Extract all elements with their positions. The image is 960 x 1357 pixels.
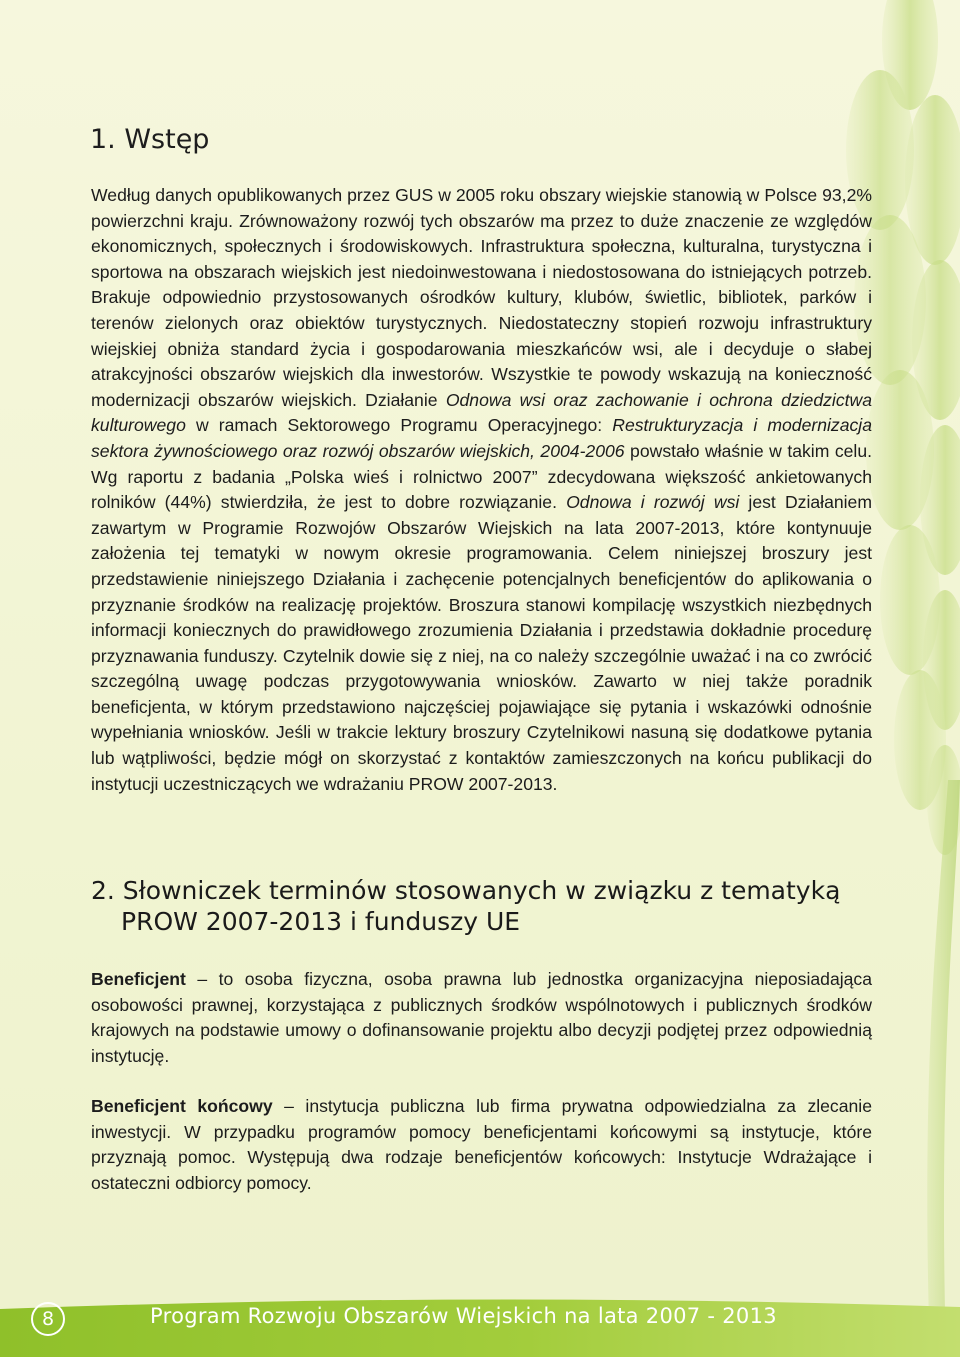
section-2-heading-line1: 2. Słowniczek terminów stosowanych w związku z tematyką	[91, 876, 841, 905]
definition-term: Beneficjent	[91, 969, 186, 989]
footer-program-title: Program Rozwoju Obszarów Wiejskich na lata 2007 - 2013	[150, 1304, 777, 1328]
section-1-heading: 1. Wstęp	[90, 124, 210, 155]
italic-term: Odnowa wsi oraz zachowanie i ochrona dziedzictwa kulturowego	[91, 389, 873, 436]
definition-beneficjent	[91, 967, 872, 1069]
definition-text: – to osoba fizyczna, osoba prawna lub jednostka organizacyjna nieposiadająca osobowości prawnej, korzystająca z publicznych środków wspólnotowych i publicznych środków krajowych na podstawie umowy o dofinansowanie projektu albo decyzji podjętej przez odpowiednią instytucję.	[91, 969, 872, 1066]
intro-paragraph	[91, 183, 872, 797]
definition-term: Beneficjent końcowy	[91, 1096, 273, 1116]
definition-text: – instytucja publiczna lub firma prywatna odpowiedzialna za zlecanie inwestycji. W przypadku programów pomocy beneficjentami końcowymi są instytucje, które przyznają pomoc. Występują dwa rodzaje beneficjentów końcowych: Instytucje Wdrażające i ostateczni odbiorcy pomocy.	[91, 1096, 872, 1193]
paragraph-text: powstało właśnie w takim celu. Wg raportu z badania „Polska wieś i rolnictwo 2007” zdecydowana większość ankietowanych rolników (44%) stwierdziła, że jest to dobre rozwiązanie.	[91, 440, 872, 513]
paragraph-text: Według danych opublikowanych przez GUS w 2005 roku obszary wiejskie stanowią w Polsce 93,2% powierzchni kraju. Zrównoważony rozwój tych obszarów ma przez to duże znaczenie ze względów ekonomicznych, społecznych i środowiskowych. Infrastruktura społeczna, kulturalna, turystyczna i sportowa na obszarach wiejskich jest niedoinwestowana i niedostosowana do istniejących potrzeb. Brakuje odpowiednio przystosowanych ośrodków kultury, klubów, świetlic, bibliotek, parków i terenów zielonych oraz obiektów turystycznych. Niedostateczny stopień rozwoju infrastruktury wiejskiej obniża standard życia i gospodarowania mieszkańców wsi, ale i decyduje o słabej atrakcyjności obszarów wiejskich dla inwestorów. Wszystkie te powody wskazują na konieczność modernizacji obszarów wiejskich. Działanie	[91, 185, 872, 410]
section-2-heading-line2: PROW 2007-2013 i funduszy UE	[121, 907, 521, 936]
page-number: 8	[31, 1302, 65, 1336]
paragraph-text: jest Działaniem zawartym w Programie Rozwojów Obszarów Wiejskich na lata 2007-2013, które kontynuuje założenia tej tematyki w nowym okresie programowania. Celem niniejszej broszury jest przedstawienie niniejszego Działania i zachęcenie potencjalnych beneficjentów do aplikowania o przyznanie środków na realizację projektów. Broszura stanowi kompilację wszystkich niezbędnych informacji koniecznych do prawidłowego zrozumienia Działania i przedstawia dokładnie procedurę przyznawania funduszy. Czytelnik dowie się z niej, na co należy szczególnie uważać i na co zwrócić szczególną uwagę podczas przygotowywania wniosków. Zawarto w niej także poradnik beneficjenta, w którym przedstawiono najczęściej pojawiające się pytania i wskazówki odnośnie wypełniania wniosków. Jeśli w trakcie lektury broszury Czytelnikowi nasuną się dodatkowe pytania lub wątpliwości, będzie mógł on skorzystać z kontaktów zamieszczonych na końcu publikacji do instytucji uczestniczących we wdrażaniu PROW 2007-2013.	[91, 492, 872, 794]
italic-term: Odnowa i rozwój wsi	[566, 492, 740, 513]
italic-term: Restrukturyzacja i modernizacja sektora żywnościowego oraz rozwój obszarów wiejskich, 2004-2006	[91, 415, 872, 461]
section-2-heading	[91, 875, 840, 937]
paragraph-text: w ramach Sektorowego Programu Operacyjnego:	[185, 415, 613, 436]
definition-beneficjent-koncowy	[91, 1094, 872, 1196]
